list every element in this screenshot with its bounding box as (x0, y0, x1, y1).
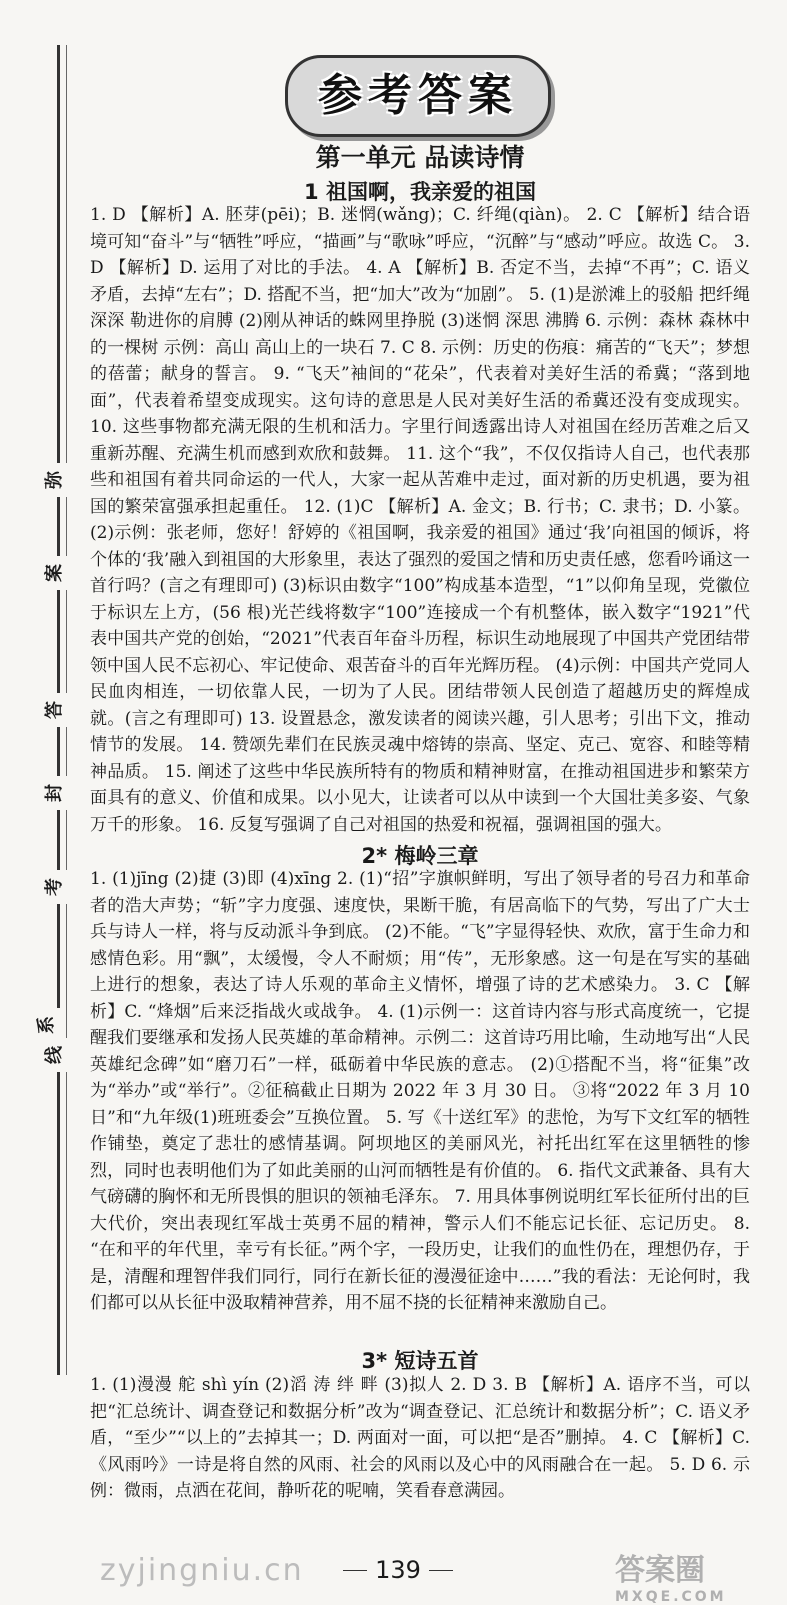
answer-banner (285, 55, 551, 137)
section-title-2: 2* 梅岭三章 (361, 844, 479, 868)
page-number: 139 (343, 1556, 453, 1584)
section-text-3: 1. (1)漫漫 舵 shì yín (2)滔 涛 绊 畔 (3)拟人 2. D 3. B 【解析】A. 语序不当，可以把“汇总统计、调查登记和数据分析”改为“调查登记、汇总统计和数据分析”；C. 语义矛盾，“至少”“以上的”去掉其一；D. 两面对一面，可以把“是否”删掉。 4. C 【解析】C. 《风雨吟》一诗是将自然的风雨、社会的风雨以及心中的风雨融合在一起。 5. D 6. 示例：微雨，点洒在花间，静听花的呢喃，笑看春意满园。 (90, 1375, 750, 1501)
margin-char-6: 线 (40, 1038, 70, 1072)
watermark-right (615, 1545, 775, 1605)
margin-char-7: 系 (32, 1008, 62, 1042)
margin-char-3: 答 (40, 693, 70, 727)
margin-char-2: 案 (40, 556, 70, 590)
margin-char-4: 封 (40, 776, 70, 810)
section-text-1: 1. D 【解析】A. 胚芽(pēi)；B. 迷惘(wǎng)；C. 纤绳(qiàn)。 2. C 【解析】结合语境可知“奋斗”与“牺牲”呼应，“描画”与“歌咏”呼应，“沉醉”与“感动”呼应。故选 C。 3. D 【解析】D. 运用了对比的手法。 4. A 【解析】B. 否定不当，去掉“不再”；C. 语义矛盾，去掉“左右”；D. 搭配不当，把“加大”改为“加剧”。 5. (1)是淤滩上的驳船 把纤绳深深 勒进你的肩膊 (2)刚从神话的蛛网里挣脱 (3)迷惘 深思 沸腾 6. 示例：森林 森林中的一棵树 示例：高山 高山上的一块石 7. C 8. 示例：历史的伤痕：痛苦的“飞天”；梦想的蓓蕾；献身的誓言。 9. “飞天”袖间的“花朵”，代表着对美好生活的希冀；“落到地面”，代表着希望变成现实。这句诗的意思是人民对美好生活的希冀还没有变成现实。 10. 这些事物都充满无限的生机和活力。字里行间透露出诗人对祖国在经历苦难之后又重新苏醒、充满生机而感到欢欣和鼓舞。 11. 这个“我”，不仅仅指诗人自己，也代表那些和祖国有着共同命运的一代人，大家一起从苦难中走过，面对新的历史机遇，要为祖国的繁荣富强承担起重任。 12. (1)C 【解析】A. 金文；B. 行书；C. 隶书；D. 小篆。 (2)示例：张老师，您好！舒婷的《祖国啊，我亲爱的祖国》通过‘我’向祖国的倾诉，将个体的‘我’融入到祖国的大形象里，表达了强烈的爱国之情和历史责任感，您看吟诵这一首行吗？(言之有理即可) (3)标识由数字“100”构成基本造型，“1”以仰角呈现，党徽位于标识左上方，(56 根)光芒线将数字“100”连接成一个有机整体，嵌入数字“1921”代表中国共产党的创始，“2021”代表百年奋斗历程，标识生动地展现了中国共产党团结带领中国人民不忘初心、牢记使命、艰苦奋斗的百年光辉历程。 (4)示例：中国共产党同人民血肉相连，一切依靠人民，一切为了人民。团结带领人民创造了超越历史的辉煌成就。(言之有理即可) 13. 设置悬念，激发读者的阅读兴趣，引人思考；引出下文，推动情节的发展。 14. 赞颂先辈们在民族灵魂中熔铸的崇高、坚定、克己、宽容、和睦等精神品质。 15. 阐述了这些中华民族所特有的物质和精神财富，在推动祖国进步和繁荣方面具有的意义、价值和成果。以小见大，让读者可以从中读到一个大国壮美多姿、气象万千的形象。 16. 反复写强调了自己对祖国的热爱和祝福，强调祖国的强大。 (90, 205, 750, 835)
section-title-1: 1 祖国啊，我亲爱的祖国 (304, 180, 536, 204)
watermark-right-main: 答案圈 (615, 1553, 705, 1588)
margin-char-1: 弥 (40, 463, 70, 497)
watermark-left: zyjingniu.cn (100, 1553, 304, 1588)
unit-title: 第一单元 品读诗情 (315, 143, 525, 172)
section-text-2: 1. (1)jīng (2)捷 (3)即 (4)xīng 2. (1)“招”字旗帜鲜明，写出了领导者的号召力和革命者的浩大声势；“斩”字力度强、速度快，果断干脆，有居高临下的气势，写出了广大士兵与诗人一样，将与反动派斗争到底。 (2)不能。“飞”字显得轻快、欢欣，富于生命力和感情色彩。用“飘”，太缓慢，令人不耐烦；用“传”，无形象感。这一句是在写实的基础上进行的想象，表达了诗人乐观的革命主义情怀，增强了诗的艺术感染力。 3. C 【解析】C. “烽烟”后来泛指战火或战争。 4. (1)示例一：这首诗内容与形式高度统一，它提醒我们要继承和发扬人民英雄的革命精神。示例二：这首诗巧用比喻，生动地写出“人民英雄纪念碑”如“磨刀石”一样，砥砺着中华民族的意志。 (2)①搭配不当，将“征集”改为“举办”或“举行”。②征稿截止日期为 2022 年 3 月 30 日。 ③将“2022 年 3 月 10 日”和“九年级(1)班班委会”互换位置。 5. 写《十送红军》的悲怆，为写下文红军的牺牲作铺垫，奠定了悲壮的感情基调。阿坝地区的美丽风光，衬托出红军在这里牺牲的惨烈，同时也表明他们为了如此美丽的山河而牺牲是有价值的。 6. 指代文武兼备、具有大气磅礴的胸怀和无所畏惧的胆识的领袖毛泽东。 7. 用具体事例说明红军长征所付出的巨大代价，突出表现红军战士英勇不屈的精神，警示人们不能忘记长征、忘记历史。 8. “在和平的年代里，幸亏有长征。”两个字，一段历史，让我们的血性仍在，理想仍存，于是，清醒和理智伴我们同行，同行在新长征的漫漫征途中……”我的看法：无论何时，我们都可以从长征中汲取精神营养，用不屈不挠的长征精神来激励自己。 (90, 869, 750, 1313)
section-title-3: 3* 短诗五首 (361, 1349, 479, 1373)
banner-title: 参考答案 (318, 70, 518, 121)
margin-char-5: 考 (40, 870, 70, 904)
watermark-right-sub: MXQE.COM (615, 1589, 727, 1605)
